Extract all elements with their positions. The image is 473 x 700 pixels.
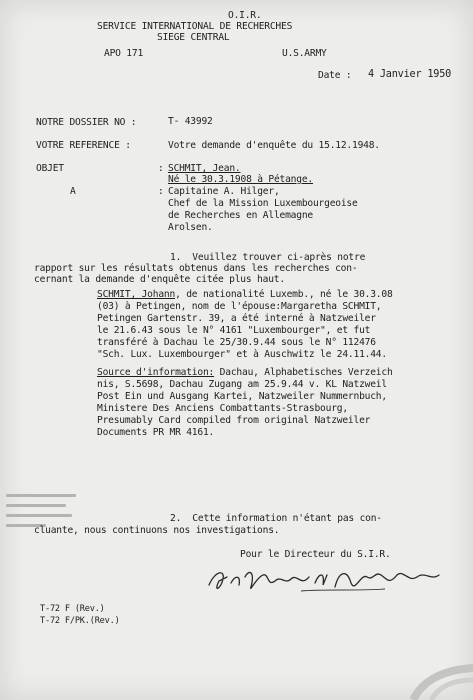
- date-value: 4 Janvier 1950: [368, 69, 452, 80]
- subject-name: SCHMIT, Johann: [97, 289, 176, 300]
- siege-central: SIEGE CENTRAL: [157, 32, 230, 43]
- recipient-line: Capitaine A. Hilger,: [168, 186, 280, 197]
- objet-colon: :: [158, 163, 164, 174]
- reference-value: Votre demande d'enquête du 15.12.1948.: [168, 140, 380, 151]
- subject-line: le 21.6.43 sous le N° 4161 "Luxembourger", et fut: [97, 325, 371, 336]
- subject-line: (03) à Petingen, nom de l'épouse:Margaretha SCHMIT,: [97, 301, 382, 312]
- objet-birth: Né le 30.3.1908 à Pétange.: [168, 174, 313, 185]
- objet-name: SCHMIT, Jean.: [168, 163, 241, 174]
- signature-image: [205, 563, 445, 599]
- recipient-line: Arolsen.: [168, 222, 213, 233]
- closing-line: Pour le Directeur du S.I.R.: [240, 549, 391, 560]
- paragraph-2-line: 2. Cette information n'étant pas con-: [170, 513, 382, 524]
- source-line: Presumably Card compiled from original Natzweiler: [97, 415, 371, 426]
- subject-line: Petingen Gartenstr. 39, a été interné à Natzweiler: [97, 313, 376, 324]
- source-line: Ministere Des Anciens Combattants-Strasbourg,: [97, 403, 348, 414]
- subject-line-1: [97, 289, 393, 300]
- recipient-line: de Recherches en Allemagne: [168, 210, 313, 221]
- footer-ref: T-72 F (Rev.): [40, 604, 105, 614]
- source-line: nis, S.5698, Dachau Zugang am 25.9.44 v. KL Natzweil: [97, 379, 387, 390]
- recipient-line: Chef de la Mission Luxembourgeoise: [168, 198, 358, 209]
- paragraph-1-line: rapport sur les résultats obtenus dans les recherches con-: [34, 263, 358, 274]
- subject-line: "Sch. Lux. Luxembourger" et à Auschwitz le 24.11.44.: [97, 349, 387, 360]
- paragraph-1-line: cernant la demande d'enquête citée plus haut.: [34, 274, 285, 285]
- source-line-1: [97, 367, 393, 378]
- source-line: Documents PR MR 4161.: [97, 427, 215, 438]
- recipient-label: A: [70, 186, 76, 197]
- footer-ref: T-72 F/PK.(Rev.): [40, 616, 120, 626]
- paragraph-2-line: cluante, nous continuons nos investigations.: [34, 525, 280, 536]
- source-line: Post Ein und Ausgang Kartei, Natzweiler Nummernbuch,: [97, 391, 387, 402]
- objet-label: OBJET: [36, 163, 64, 174]
- source-line-1-rest: Dachau, Alphabetisches Verzeich: [214, 367, 393, 378]
- reference-label: VOTRE REFERENCE :: [36, 140, 131, 151]
- archive-mark: [353, 640, 473, 700]
- org-acronym: O.I.R.: [228, 10, 262, 21]
- service-name: SERVICE INTERNATIONAL DE RECHERCHES: [97, 21, 293, 32]
- apo-number: APO 171: [104, 48, 144, 59]
- subject-line-1-rest: , de nationalité Luxemb., né le 30.3.08: [175, 289, 393, 300]
- dossier-value: T- 43992: [168, 116, 213, 127]
- paragraph-1-line: 1. Veuillez trouver ci-après notre: [170, 252, 366, 263]
- subject-line: transféré à Dachau le 25/30.9.44 sous le N° 112476: [97, 337, 376, 348]
- dossier-label: NOTRE DOSSIER NO :: [36, 117, 137, 128]
- recipient-colon: :: [158, 186, 164, 197]
- source-label: Source d'information:: [97, 367, 215, 378]
- date-label: Date :: [318, 70, 352, 81]
- us-army: U.S.ARMY: [282, 48, 327, 59]
